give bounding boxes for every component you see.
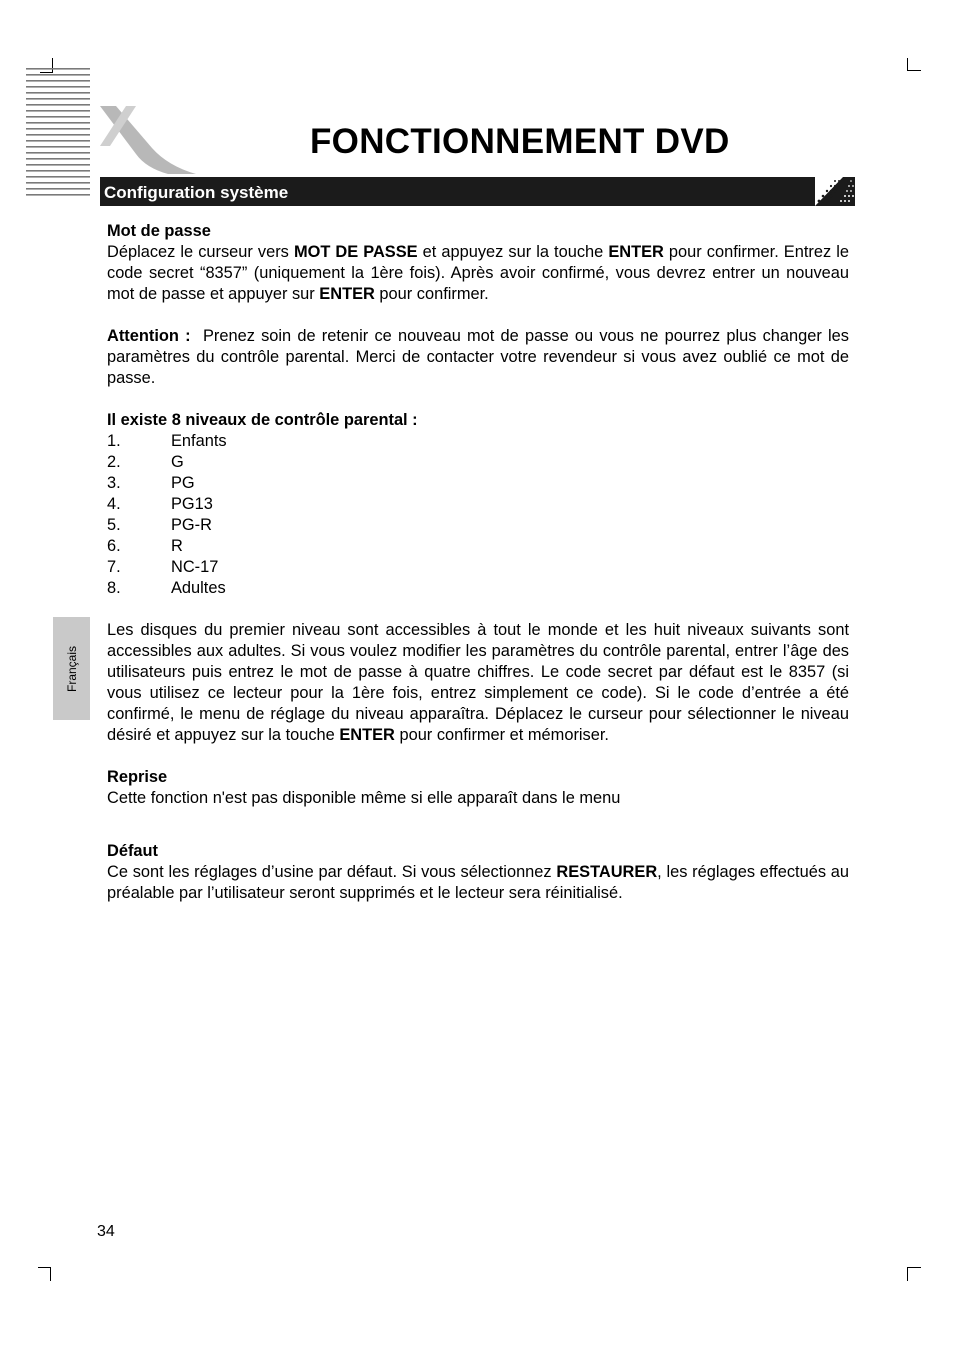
page-content [107,221,854,904]
list-item: 5. PG-R [107,516,212,534]
header-stripes-decoration [26,68,90,198]
page-number: 34 [97,1223,115,1240]
explanation-paragraph: Les disques du premier niveau sont accessibles à tout le monde et les huit niveaux suivants sont accessibles aux adultes. Si vous voulez modifier les paramètres du contrôle parental, entrer l’âge des utilisateurs puis entrez le mot de passe à quatre chiffres. Le code secret par défaut est le 8357 (si vous utilisez ce lecteur pour la 1ère fois, entrez simplement ce code). Si le code d’entrée a été confirmé, le menu de réglage du niveau apparaîtra. Déplacez le curseur pour sélectionner le niveau désiré et appuyez sur la touche ENTER pour confirmer et mémoriser. [107,621,849,744]
resume-heading: Reprise [107,768,168,786]
parental-levels-list [107,431,849,599]
list-item: 1. Enfants [107,432,227,450]
password-heading: Mot de passe [107,222,211,240]
crop-mark-top-right [907,58,921,71]
crop-mark-bottom-left [38,1267,51,1281]
list-item: 6. R [107,537,183,555]
list-item: 3. PG [107,474,195,492]
attention-label: Attention : [107,327,191,345]
section-header-bar [100,177,855,206]
default-heading: Défaut [107,842,158,860]
section-title: Configuration système [104,183,289,202]
language-tab-label: Français [64,645,79,692]
resume-paragraph: Cette fonction n'est pas disponible même si elle apparaît dans le menu [107,789,621,807]
list-item: 4. PG13 [107,495,213,513]
list-item: 7. NC-17 [107,558,219,576]
password-paragraph: Déplacez le curseur vers MOT DE PASSE et appuyez sur la touche ENTER pour confirmer. Entrez le code secret “8357” (uniquement la 1ère fois). Après avoir confirmé, vous devrez entrer un nouveau mot de passe et appuyer sur ENTER pour confirmer. [107,243,849,303]
levels-heading: Il existe 8 niveaux de contrôle parental : [107,411,418,429]
attention-paragraph: Attention : Prenez soin de retenir ce nouveau mot de passe ou vous ne pourrez plus changer les paramètres du contrôle parental. Merci de contacter votre revendeur si vous avez oublié ce mot de passe. [107,327,854,387]
list-item: 8. Adultes [107,579,226,597]
list-item: 2. G [107,453,184,471]
x-brand-logo-icon [96,104,196,176]
crop-mark-bottom-right [907,1267,921,1281]
language-tab [53,617,90,720]
page-title: FONCTIONNEMENT DVD [310,122,730,161]
halftone-dots-decoration [815,177,855,206]
default-paragraph: Ce sont les réglages d’usine par défaut. Si vous sélectionnez RESTAURER, les réglages effectués au préalable par l’utilisateur seront supprimés et le lecteur sera réinitialisé. [107,863,850,902]
